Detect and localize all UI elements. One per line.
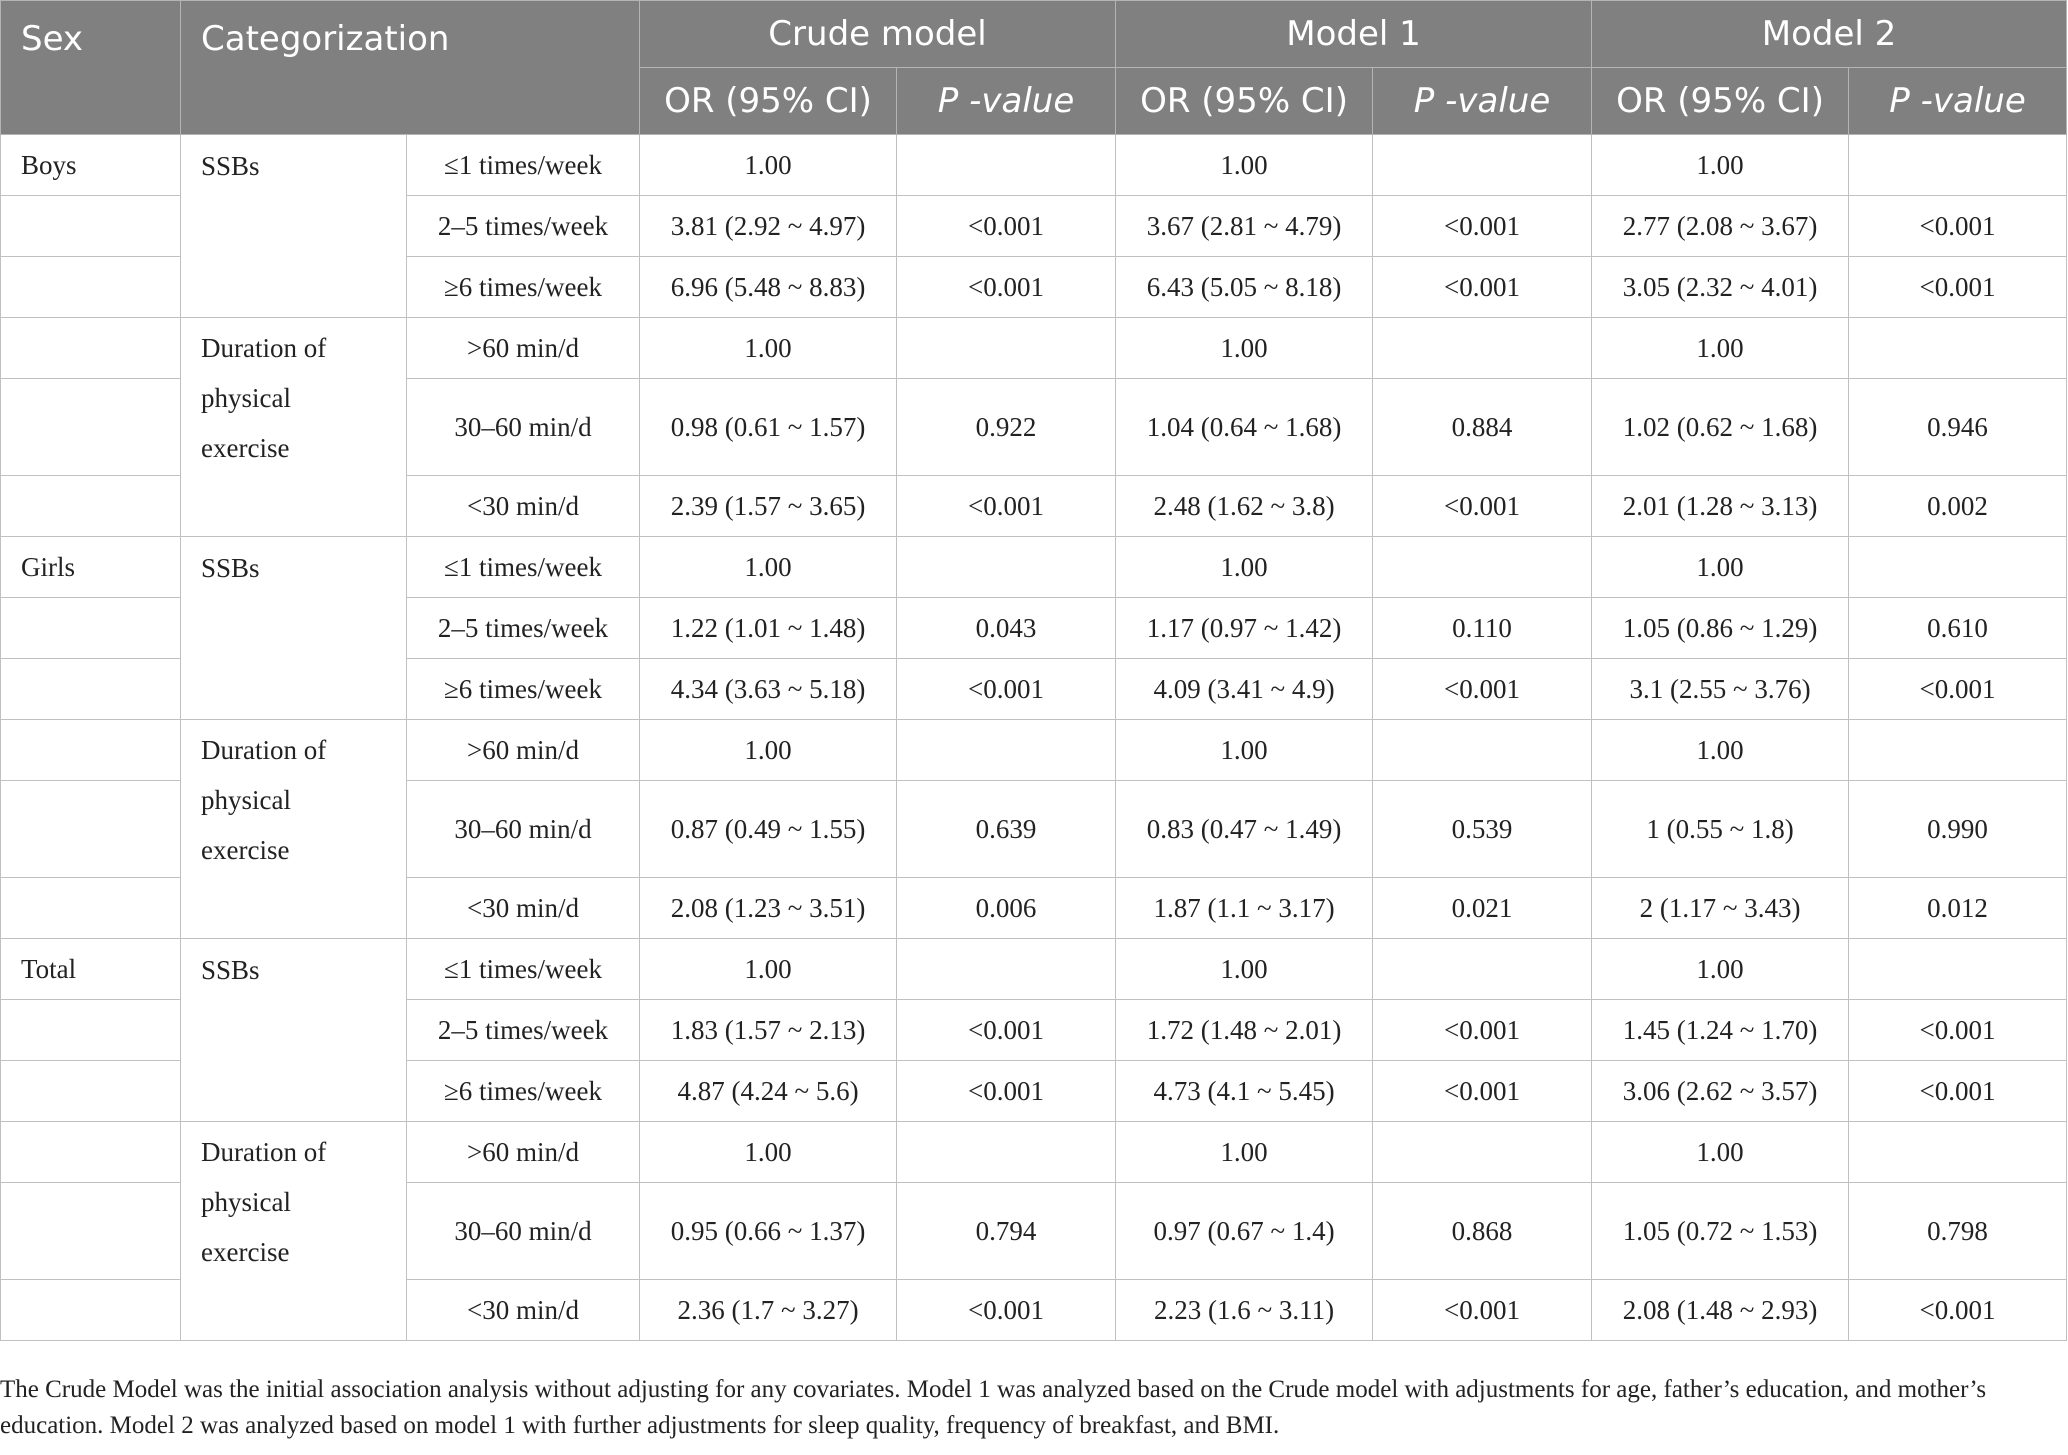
p-value-cell: <0.001: [897, 257, 1116, 318]
category-physical-exercise: [181, 720, 407, 939]
p-value-cell: [1849, 1122, 2067, 1183]
p-value-cell: <0.001: [1373, 196, 1592, 257]
or-ci-cell: 6.96 (5.48 ~ 8.83): [640, 257, 897, 318]
p-value-cell: <0.001: [1373, 1000, 1592, 1061]
p-value-cell: <0.001: [897, 476, 1116, 537]
header-model-1: Model 1: [1116, 1, 1592, 68]
category-ssbs: SSBs: [181, 135, 407, 318]
or-ci-cell: 1.00: [1116, 939, 1373, 1000]
p-label: P -value: [937, 81, 1075, 121]
p-value-cell: [897, 537, 1116, 598]
p-value-cell: <0.001: [1849, 1000, 2067, 1061]
p-value-cell: [1373, 318, 1592, 379]
or-ci-cell: 4.09 (3.41 ~ 4.9): [1116, 659, 1373, 720]
header-sex: Sex: [1, 1, 181, 135]
level-cell: <30 min/d: [407, 476, 640, 537]
table-row: [1, 720, 2067, 781]
or-ci-cell: 1.83 (1.57 ~ 2.13): [640, 1000, 897, 1061]
p-value-cell: [1849, 720, 2067, 781]
level-cell: ≤1 times/week: [407, 537, 640, 598]
sex-cell: [1, 476, 181, 537]
p-value-cell: <0.001: [897, 659, 1116, 720]
table-row: [1, 1122, 2067, 1183]
p-value-cell: <0.001: [1849, 1061, 2067, 1122]
category-label-line: Duration of: [201, 735, 327, 765]
or-ci-cell: 1.17 (0.97 ~ 1.42): [1116, 598, 1373, 659]
or-ci-cell: 1.87 (1.1 ~ 3.17): [1116, 878, 1373, 939]
sex-cell: [1, 318, 181, 379]
p-value-cell: [1849, 939, 2067, 1000]
level-cell: 30–60 min/d: [407, 379, 640, 476]
or-ci-cell: 1.04 (0.64 ~ 1.68): [1116, 379, 1373, 476]
p-value-cell: <0.001: [897, 1061, 1116, 1122]
or-ci-cell: 1.05 (0.86 ~ 1.29): [1592, 598, 1849, 659]
p-value-cell: [1849, 537, 2067, 598]
or-ci-cell: 2.36 (1.7 ~ 3.27): [640, 1280, 897, 1341]
p-value-cell: <0.001: [1849, 257, 2067, 318]
p-value-cell: [1373, 939, 1592, 1000]
or-ci-cell: 1.00: [640, 318, 897, 379]
or-ci-cell: 1.00: [640, 537, 897, 598]
or-ci-cell: 3.06 (2.62 ~ 3.57): [1592, 1061, 1849, 1122]
sex-cell: [1, 598, 181, 659]
sex-cell: [1, 878, 181, 939]
or-ci-cell: 4.34 (3.63 ~ 5.18): [640, 659, 897, 720]
p-value-cell: [1849, 135, 2067, 196]
or-ci-cell: 0.83 (0.47 ~ 1.49): [1116, 781, 1373, 878]
or-ci-cell: 1.45 (1.24 ~ 1.70): [1592, 1000, 1849, 1061]
p-value-cell: 0.110: [1373, 598, 1592, 659]
header-crude-model: Crude model: [640, 1, 1116, 68]
p-value-cell: 0.946: [1849, 379, 2067, 476]
p-value-cell: [1373, 135, 1592, 196]
table-body: [1, 135, 2067, 1341]
sex-cell: [1, 196, 181, 257]
or-ci-cell: 2 (1.17 ~ 3.43): [1592, 878, 1849, 939]
table-row: [1, 318, 2067, 379]
p-value-cell: [1373, 720, 1592, 781]
table-row: [1, 135, 2067, 196]
p-value-cell: [897, 1122, 1116, 1183]
p-value-cell: <0.001: [897, 1280, 1116, 1341]
p-value-cell: <0.001: [1849, 1280, 2067, 1341]
category-ssbs: SSBs: [181, 537, 407, 720]
sex-cell: [1, 1280, 181, 1341]
p-value-cell: [897, 135, 1116, 196]
level-cell: ≥6 times/week: [407, 257, 640, 318]
sex-cell: [1, 781, 181, 878]
p-value-cell: <0.001: [1373, 659, 1592, 720]
p-value-cell: 0.794: [897, 1183, 1116, 1280]
p-value-cell: <0.001: [1373, 476, 1592, 537]
table-footnote: The Crude Model was the initial association analysis without adjusting for any covariates. Model 1 was analyzed based on the Crude model with adjustments for age, father’s education, and mother’s education. Model 2 was analyzed based on model 1 with further adjustments for sleep quality, frequency of breakfast, and BMI.: [0, 1376, 1987, 1439]
or-ci-cell: 2.77 (2.08 ~ 3.67): [1592, 196, 1849, 257]
table-header: [1, 1, 2067, 135]
or-ci-cell: 1.00: [1116, 318, 1373, 379]
or-ci-cell: 6.43 (5.05 ~ 8.18): [1116, 257, 1373, 318]
p-value-cell: [1373, 537, 1592, 598]
sex-cell: Boys: [1, 135, 181, 196]
or-ci-cell: 1 (0.55 ~ 1.8): [1592, 781, 1849, 878]
category-ssbs: SSBs: [181, 939, 407, 1122]
sex-cell: [1, 379, 181, 476]
or-ci-cell: 3.67 (2.81 ~ 4.79): [1116, 196, 1373, 257]
or-ci-cell: 1.00: [1592, 939, 1849, 1000]
table-row: [1, 537, 2067, 598]
or-ci-cell: 1.22 (1.01 ~ 1.48): [640, 598, 897, 659]
or-ci-cell: 0.87 (0.49 ~ 1.55): [640, 781, 897, 878]
level-cell: >60 min/d: [407, 1122, 640, 1183]
p-value-cell: <0.001: [1373, 1280, 1592, 1341]
sex-cell: Total: [1, 939, 181, 1000]
level-cell: ≤1 times/week: [407, 939, 640, 1000]
sex-cell: [1, 1061, 181, 1122]
p-value-cell: 0.021: [1373, 878, 1592, 939]
or-ci-cell: 1.05 (0.72 ~ 1.53): [1592, 1183, 1849, 1280]
category-label-line: exercise: [201, 433, 290, 463]
sex-cell: [1, 1183, 181, 1280]
p-value-cell: 0.990: [1849, 781, 2067, 878]
category-label-line: exercise: [201, 835, 290, 865]
level-cell: <30 min/d: [407, 878, 640, 939]
level-cell: ≤1 times/week: [407, 135, 640, 196]
p-value-cell: <0.001: [897, 1000, 1116, 1061]
p-value-cell: <0.001: [1849, 196, 2067, 257]
or-ci-cell: 2.08 (1.48 ~ 2.93): [1592, 1280, 1849, 1341]
category-label-line: Duration of: [201, 1137, 327, 1167]
category-label-line: exercise: [201, 1237, 290, 1267]
p-value-cell: 0.868: [1373, 1183, 1592, 1280]
p-value-cell: 0.043: [897, 598, 1116, 659]
p-value-cell: [897, 939, 1116, 1000]
p-value-cell: 0.012: [1849, 878, 2067, 939]
category-physical-exercise: [181, 1122, 407, 1341]
p-value-cell: <0.001: [897, 196, 1116, 257]
or-ci-cell: 1.00: [640, 720, 897, 781]
or-ci-cell: 1.00: [1116, 537, 1373, 598]
or-ci-cell: 0.95 (0.66 ~ 1.37): [640, 1183, 897, 1280]
or-ci-cell: 1.00: [1592, 720, 1849, 781]
or-ci-cell: 2.23 (1.6 ~ 3.11): [1116, 1280, 1373, 1341]
category-label-line: physical: [201, 785, 291, 815]
or-ci-cell: 1.00: [1592, 135, 1849, 196]
or-ci-cell: 1.02 (0.62 ~ 1.68): [1592, 379, 1849, 476]
or-ci-cell: 1.00: [1116, 720, 1373, 781]
p-value-cell: 0.002: [1849, 476, 2067, 537]
sex-cell: [1, 1000, 181, 1061]
or-ci-cell: 1.00: [1592, 537, 1849, 598]
or-ci-cell: 1.00: [1116, 135, 1373, 196]
p-value-cell: [897, 318, 1116, 379]
p-value-cell: <0.001: [1373, 257, 1592, 318]
header-p-model2: [1849, 68, 2067, 135]
sex-cell: [1, 659, 181, 720]
or-ci-cell: 0.97 (0.67 ~ 1.4): [1116, 1183, 1373, 1280]
p-value-cell: 0.006: [897, 878, 1116, 939]
p-value-cell: <0.001: [1849, 659, 2067, 720]
p-value-cell: <0.001: [1373, 1061, 1592, 1122]
category-label-line: physical: [201, 383, 291, 413]
level-cell: ≥6 times/week: [407, 1061, 640, 1122]
level-cell: ≥6 times/week: [407, 659, 640, 720]
or-ci-cell: 3.81 (2.92 ~ 4.97): [640, 196, 897, 257]
level-cell: <30 min/d: [407, 1280, 640, 1341]
header-model-2: Model 2: [1592, 1, 2067, 68]
header-or-crude: OR (95% CI): [640, 68, 897, 135]
or-ci-cell: 1.00: [640, 939, 897, 1000]
p-label: P -value: [1889, 81, 2026, 121]
category-label-line: Duration of: [201, 333, 327, 363]
level-cell: 30–60 min/d: [407, 781, 640, 878]
header-categorization: Categorization: [181, 1, 640, 135]
or-ci-cell: 0.98 (0.61 ~ 1.57): [640, 379, 897, 476]
or-ci-cell: 1.72 (1.48 ~ 2.01): [1116, 1000, 1373, 1061]
table-row: [1, 939, 2067, 1000]
p-value-cell: [1849, 318, 2067, 379]
or-ci-cell: 3.05 (2.32 ~ 4.01): [1592, 257, 1849, 318]
or-ci-cell: 3.1 (2.55 ~ 3.76): [1592, 659, 1849, 720]
or-ci-cell: 2.39 (1.57 ~ 3.65): [640, 476, 897, 537]
level-cell: 2–5 times/week: [407, 196, 640, 257]
level-cell: 30–60 min/d: [407, 1183, 640, 1280]
level-cell: >60 min/d: [407, 720, 640, 781]
p-value-cell: [1373, 1122, 1592, 1183]
level-cell: 2–5 times/week: [407, 598, 640, 659]
or-ci-cell: 2.01 (1.28 ~ 3.13): [1592, 476, 1849, 537]
or-ci-cell: 1.00: [1592, 1122, 1849, 1183]
category-physical-exercise: [181, 318, 407, 537]
p-value-cell: [897, 720, 1116, 781]
header-p-crude: [897, 68, 1116, 135]
p-value-cell: 0.798: [1849, 1183, 2067, 1280]
p-value-cell: 0.539: [1373, 781, 1592, 878]
or-ci-cell: 1.00: [1592, 318, 1849, 379]
or-ci-cell: 4.87 (4.24 ~ 5.6): [640, 1061, 897, 1122]
p-value-cell: 0.922: [897, 379, 1116, 476]
or-ci-cell: 1.00: [1116, 1122, 1373, 1183]
level-cell: 2–5 times/week: [407, 1000, 640, 1061]
sex-cell: [1, 1122, 181, 1183]
or-ci-cell: 2.48 (1.62 ~ 3.8): [1116, 476, 1373, 537]
sex-cell: Girls: [1, 537, 181, 598]
header-or-model2: OR (95% CI): [1592, 68, 1849, 135]
header-or-model1: OR (95% CI): [1116, 68, 1373, 135]
or-ci-cell: 1.00: [640, 135, 897, 196]
category-label-line: physical: [201, 1187, 291, 1217]
p-value-cell: 0.639: [897, 781, 1116, 878]
p-label: P -value: [1413, 81, 1551, 121]
or-ci-cell: 4.73 (4.1 ~ 5.45): [1116, 1061, 1373, 1122]
p-value-cell: 0.884: [1373, 379, 1592, 476]
or-ci-cell: 2.08 (1.23 ~ 3.51): [640, 878, 897, 939]
level-cell: >60 min/d: [407, 318, 640, 379]
header-p-model1: [1373, 68, 1592, 135]
p-value-cell: 0.610: [1849, 598, 2067, 659]
sex-cell: [1, 720, 181, 781]
or-ci-cell: 1.00: [640, 1122, 897, 1183]
sex-cell: [1, 257, 181, 318]
